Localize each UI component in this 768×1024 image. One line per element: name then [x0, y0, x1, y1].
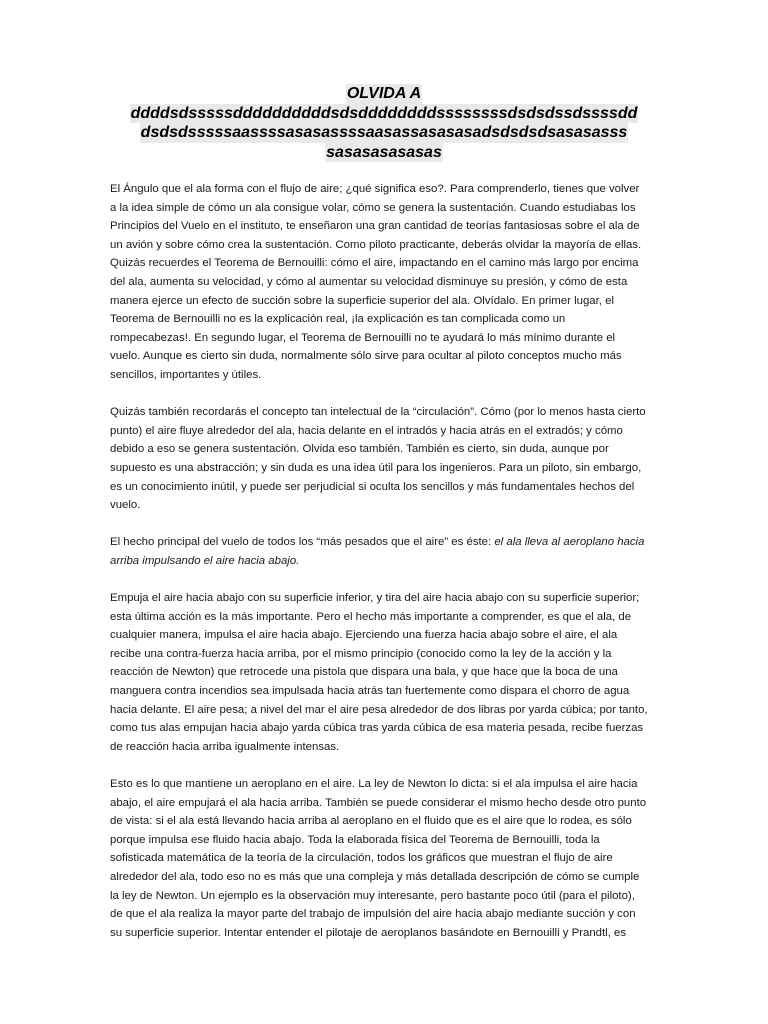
- text-line: abajo, el aire empujará el ala hacia arriba. También se puede considerar el mismo hecho desde otro punto: [110, 796, 647, 809]
- emphasis-text: arriba impulsando el aire hacia abajo.: [110, 554, 300, 567]
- text-line: Principios del Vuelo en el instituto, te enseñaron una gran cantidad de teorías fantasiosas sobre el ala de: [110, 220, 640, 233]
- text-line: cualquier manera, impulsa el aire hacia abajo. Ejerciendo una fuerza hacia abajo sobre el aire, el ala: [110, 629, 618, 642]
- emphasis-text: el ala lleva al aeroplano hacia: [494, 536, 645, 549]
- text-line: reacción de Newton) que retrocede una pistola que dispara una bala, y que hace que la boca de una: [110, 666, 618, 679]
- title-line: OLVIDA A: [346, 85, 422, 102]
- text-line: recibe una contra-fuerza hacia arriba, por el mismo principio (conocido como la ley de la acción y la: [110, 647, 612, 660]
- text-line: su superficie superior. Intentar entender el pilotaje de aeroplanos basándote en Bernouilli y Prandtl, es: [110, 926, 627, 939]
- text-line: porque impulsa ese fluido hacia abajo. Toda la elaborada física del Teorema de Bernouilli, toda la: [110, 833, 600, 846]
- text-line: esta última acción es la más importante. Pero el hecho más importante a comprender, es que el ala, de: [110, 610, 632, 623]
- text-line: debido a eso se genera sustentación. Olvida eso también. También es cierto, sin duda, aunque por: [110, 443, 609, 456]
- title-line: dsdsdsssssaassssasasassssaasassasasasadsdsdsdsasasasss: [140, 124, 628, 141]
- text-line: Esto es lo que mantiene un aeroplano en el aire. La ley de Newton lo dicta: si el ala impulsa el aire hacia: [110, 778, 638, 790]
- text-line: sofisticada matemática de la teoría de la circulación, todos los gráficos que muestran el flujo de aire: [110, 852, 613, 865]
- paragraph-1: [110, 180, 658, 385]
- document-body: [110, 180, 658, 961]
- paragraph-5: [110, 775, 658, 942]
- text-line: Quizás recuerdes el Teorema de Bernouilli: cómo el aire, impactando en el camino más largo por encima: [110, 257, 639, 270]
- text-line: de vista: si el ala está llevando hacia arriba al aeroplano en el fluido que es el aire que lo rodea, es sólo: [110, 815, 632, 828]
- text-line: vuelo. Aunque es cierto sin duda, normalmente sólo sirve para ocultar al piloto conceptos mucho más: [110, 350, 622, 363]
- text-line: manera ejerce un efecto de succión sobre la superficie superior del ala. Olvídalo. En primer lugar, el: [110, 294, 614, 307]
- text-line: vuelo.: [110, 499, 141, 512]
- document-title: [100, 84, 668, 162]
- text-line: supuesto es una abstracción; y sin duda es una idea útil para los ingenieros. Para un piloto, sin embargo,: [110, 461, 642, 474]
- text-line: hacia delante. El aire pesa; a nivel del mar el aire pesa alrededor de dos libras por yarda cúbica; por tanto,: [110, 703, 648, 716]
- text-line: la ley de Newton. Un ejemplo es la observación muy interesante, pero bastante poco útil (para el piloto),: [110, 889, 635, 902]
- paragraph-2: [110, 403, 658, 515]
- title-line: ddddsdsssssddddddddddsdsddddddddssssssssdsdsdssdssssdd: [130, 104, 638, 122]
- text-line: [110, 533, 658, 552]
- text-line: de reacción hacia arriba igualmente intensas.: [110, 740, 340, 753]
- text-line: de que el ala realiza la mayor parte del trabajo de impulsión del aire hacia abajo mediante succión y con: [110, 908, 636, 921]
- text-line: punto) el aire fluye alrededor del ala, hacia delante en el intradós y hacia atrás en el extradós; y cómo: [110, 424, 623, 437]
- text-line: manguera contra incendios sea impulsada hacia atrás tan fuertemente como dispara el chorro de agua: [110, 685, 630, 698]
- text-line: un avión y sobre cómo crea la sustentación. Como piloto practicante, deberás olvidar la mayoría de ellas.: [110, 238, 642, 251]
- lead-text: El hecho principal del vuelo de todos los “más pesados que el aire” es éste:: [110, 536, 495, 549]
- text-line: Empuja el aire hacia abajo con su superficie inferior, y tira del aire hacia abajo con su superficie superior;: [110, 592, 640, 605]
- title-line: sasasasasasas: [326, 143, 442, 161]
- text-line: del ala, aumenta su velocidad, y cómo al aumentar su velocidad disminuye su presión, y cómo de esta: [110, 275, 628, 288]
- paragraph-4: [110, 589, 658, 756]
- text-line: alrededor del ala, todo eso no es más que una compleja y más detallada descripción de cómo se cumple: [110, 870, 640, 883]
- text-line: sencillos, importantes y útiles.: [110, 368, 262, 381]
- text-line: Quizás también recordarás el concepto tan intelectual de la “circulación”. Cómo (por lo menos hasta cierto: [110, 406, 646, 419]
- text-line: como tus alas empujan hacia abajo yarda cúbica tras yarda cúbica de esa materia pesada, recibe fuerzas: [110, 722, 644, 735]
- text-line: El Ángulo que el ala forma con el flujo de aire; ¿qué significa eso?. Para comprenderlo, tienes que volver: [110, 183, 640, 195]
- text-line: es un conocimiento inútil, y puede ser perjudicial si oculta los sencillos y más fundamentales hechos del: [110, 480, 635, 493]
- text-line: rompecabezas!. En segundo lugar, el Teorema de Bernouilli no te ayudará lo más mínimo durante el: [110, 331, 616, 344]
- text-line: Teorema de Bernouilli no es la explicación real, ¡la explicación es tan complicada como un: [110, 313, 566, 326]
- text-line: a la idea simple de cómo un ala consigue volar, cómo se genera la sustentación. Cuando estudiabas los: [110, 201, 636, 214]
- paragraph-3: [110, 533, 658, 570]
